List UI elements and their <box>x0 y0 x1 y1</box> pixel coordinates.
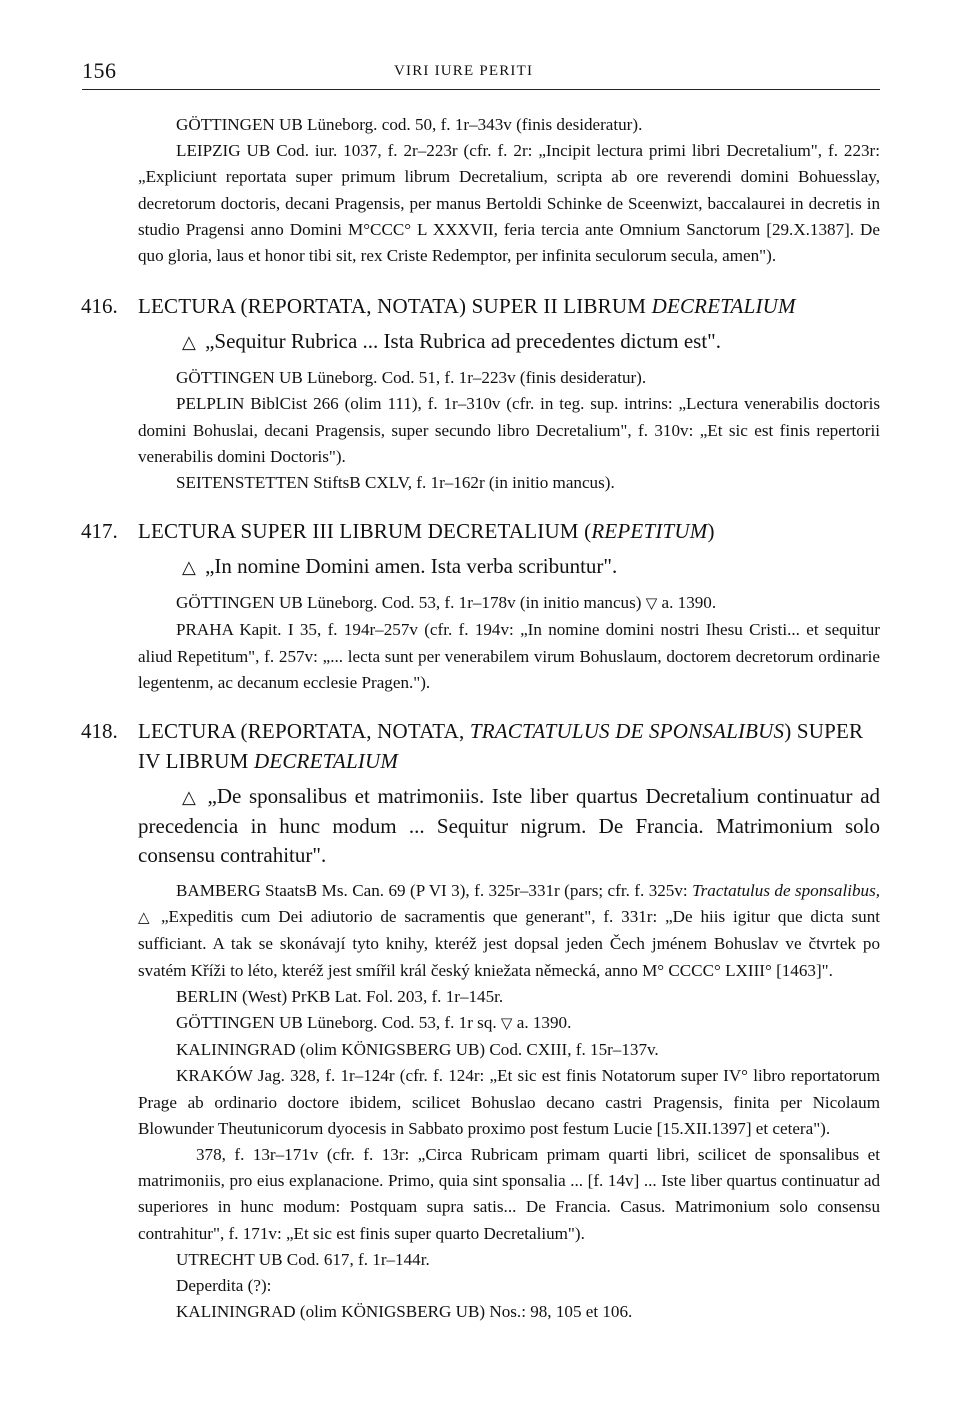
entry-incipit: △ „De sponsalibus et matrimoniis. Iste liber quartus Decretalium continuatur ad precedencia in hunc modum ... Sequitur nigrum. De Francia. Matrimonium solo consensu contrahitur". <box>138 784 881 868</box>
manuscript-line: Deperdita (?): <box>176 1276 272 1296</box>
entry-number: 418. <box>81 719 118 744</box>
intro-manuscript-2: LEIPZIG UB Cod. iur. 1037, f. 2r–223r (cfr. f. 2r: „Incipit lectura primi libri Decretalium", f. 223r: „Expliciunt reportata super primum librum Decretalium, scripta ab ore reverendi domini Bohuesslay, decretorum doctoris, decani Pragensis, per manus Bertoldi Schinke de Sceenwizt, baccalaurei in decretis in studio Pragensi anno Domini M°CCC° L XXXVII, feria tercia ante Omnium Sanctorum [29.X.1387]. De quo gloria, laus et honor tibi sit, rex Criste Redemptor, per infinita seculorum secula, amen"). <box>138 141 880 266</box>
page-header <box>82 56 882 92</box>
entry-418 <box>81 716 881 1325</box>
down-triangle-icon: ▽ <box>500 1016 513 1033</box>
manuscript-line: KRAKÓW Jag. 328, f. 1r–124r (cfr. f. 124r: „Et sic est finis Notatorum super IV° libro reportatorum Prage ab ordinario doctore ibidem, scilicet Bohuslao decano castri Pragensis, finita per Nicolaum Blowunder Theutunicorum dyocesis in Sabbato proximo post festum Lucie [15.XII.1397] et cetera"). <box>138 1066 880 1138</box>
entry-incipit: △ „In nomine Domini amen. Ista verba scribuntur". <box>138 552 880 582</box>
manuscript-line: BAMBERG StaatsB Ms. Can. 69 (P VI 3), f. 325r–331r (pars; cfr. f. 325v: Tractatulus de sponsalibus, △ „Expeditis cum Dei adiutorio de sacramentis que generant", f. 331r: „De hiis igitur que dicta sunt sufficiant. A tak se skonávají tyto knihy, kteréž jest dopsal jeden Čech jménem Bohuslav ve čtvrtek po svatém Kříži to léto, kteréž jest smířil král český kniežata německá, anno M° CCCC° LXIII° [1463]". <box>138 881 880 980</box>
intro-manuscript-1: GÖTTINGEN UB Lüneborg. cod. 50, f. 1r–343v (finis desideratur). <box>176 115 643 134</box>
header-rule <box>82 89 880 90</box>
entry-417 <box>81 516 880 696</box>
entry-title: LECTURA SUPER III LIBRUM DECRETALIUM (REPETITUM) <box>138 519 715 544</box>
manuscript-line: UTRECHT UB Cod. 617, f. 1r–144r. <box>176 1249 430 1269</box>
manuscript-line: BERLIN (West) PrKB Lat. Fol. 203, f. 1r–145r. <box>176 986 504 1006</box>
manuscript-line: PRAHA Kapit. I 35, f. 194r–257v (cfr. f. 194v: „In nomine domini nostri Ihesu Cristi... et sequitur aliud Repetitum", f. 257v: „... lecta sunt per venerabilem virum Bohuslaum, doctorem decretorum ordinarie legentenm, ac decanum ecclesie Pragen."). <box>138 620 880 692</box>
down-triangle-icon: ▽ <box>645 596 658 613</box>
entry-title: LECTURA (REPORTATA, NOTATA, TRACTATULUS DE SPONSALIBUS) SUPER IV LIBRUM DECRETALIUM <box>138 719 864 774</box>
incipit-triangle-icon: △ <box>182 557 196 578</box>
manuscript-line: KALININGRAD (olim KÖNIGSBERG UB) Cod. CXIII, f. 15r–137v. <box>176 1040 659 1060</box>
entry-incipit: △ „Sequitur Rubrica ... Ista Rubrica ad precedentes dictum est". <box>138 327 880 357</box>
incipit-triangle-icon: △ <box>182 787 196 808</box>
running-title: VIRI IURE PERITI <box>394 63 534 79</box>
entry-number: 416. <box>81 294 118 319</box>
manuscript-line: PELPLIN BiblCist 266 (olim 111), f. 1r–310v (cfr. in teg. sup. intrins: „Lectura venerabilis doctoris domini Bohuslai, decani Pragensis, super secundo libro Decretalium", f. 310v: „Et sic est finis repertorii venerabilis domini Doctoris"). <box>138 394 880 466</box>
entry-title: LECTURA (REPORTATA, NOTATA) SUPER II LIBRUM DECRETALIUM <box>138 294 796 319</box>
manuscript-line: KALININGRAD (olim KÖNIGSBERG UB) Nos.: 98, 105 et 106. <box>176 1302 633 1322</box>
manuscript-line: GÖTTINGEN UB Lüneborg. Cod. 53, f. 1r–178v (in initio mancus) ▽ a. 1390. <box>176 593 717 613</box>
triangle-icon: △ <box>138 910 154 927</box>
entry-number: 417. <box>81 519 118 544</box>
manuscript-line: 378, f. 13r–171v (cfr. f. 13r: „Circa Rubricam primam quarti libri, scilicet de sponsalibus et matrimoniis, pro eius explanacione. Primo, quia sint sponsalia ... [f. 14v] ... Iste liber quartus continuatur ad superiores in hunc modum: Postquam supra satis... De Francia. Casus. Matrimonium solo consensu contrahitur", f. 171v: „Et sic est finis super quarto Decretalium"). <box>138 1145 880 1243</box>
manuscript-line: SEITENSTETTEN StiftsB CXLV, f. 1r–162r (in initio mancus). <box>176 473 615 493</box>
page-number: 156 <box>82 58 117 83</box>
incipit-triangle-icon: △ <box>182 332 196 353</box>
entry-416 <box>81 291 880 496</box>
page-body <box>81 112 881 1326</box>
manuscript-line: GÖTTINGEN UB Lüneborg. Cod. 51, f. 1r–223v (finis desideratur). <box>176 368 647 388</box>
manuscript-line: GÖTTINGEN UB Lüneborg. Cod. 53, f. 1r sq. ▽ a. 1390. <box>176 1013 572 1033</box>
